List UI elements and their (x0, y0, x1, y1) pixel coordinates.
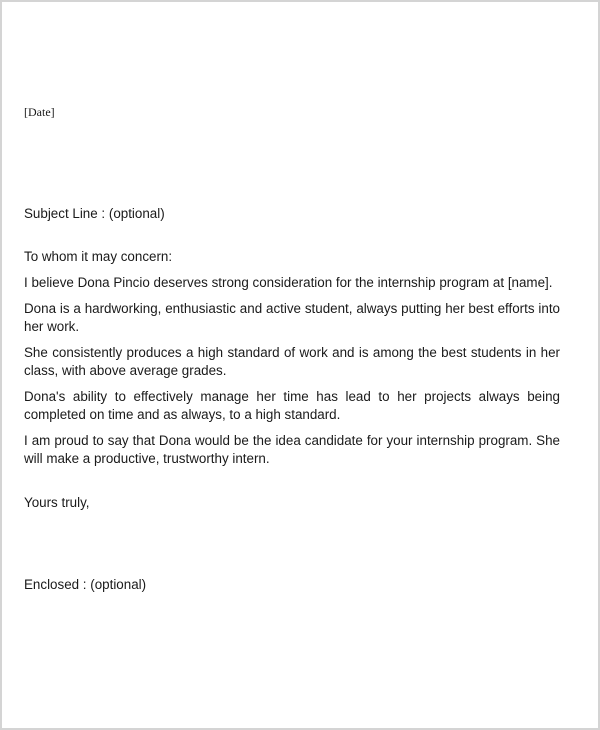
date-placeholder: [Date] (24, 105, 55, 119)
closing: Yours truly, (24, 495, 90, 510)
paragraph: Dona's ability to effectively manage her time has lead to her projects always being completed on time and as always, to a high standard. (24, 389, 560, 422)
paragraph: I believe Dona Pincio deserves strong consideration for the internship program at [name]. (24, 275, 553, 290)
paragraph: Dona is a hardworking, enthusiastic and active student, always putting her best efforts into her work. (24, 301, 560, 334)
letter-body (24, 274, 560, 476)
paragraph: I am proud to say that Dona would be the idea candidate for your internship program. She will make a productive, trustworthy intern. (24, 433, 560, 466)
subject-line: Subject Line : (optional) (24, 206, 165, 221)
paragraph: She consistently produces a high standard of work and is among the best students in her class, with above average grades. (24, 345, 560, 378)
greeting: To whom it may concern: (24, 249, 173, 264)
enclosed-line: Enclosed : (optional) (24, 577, 147, 592)
